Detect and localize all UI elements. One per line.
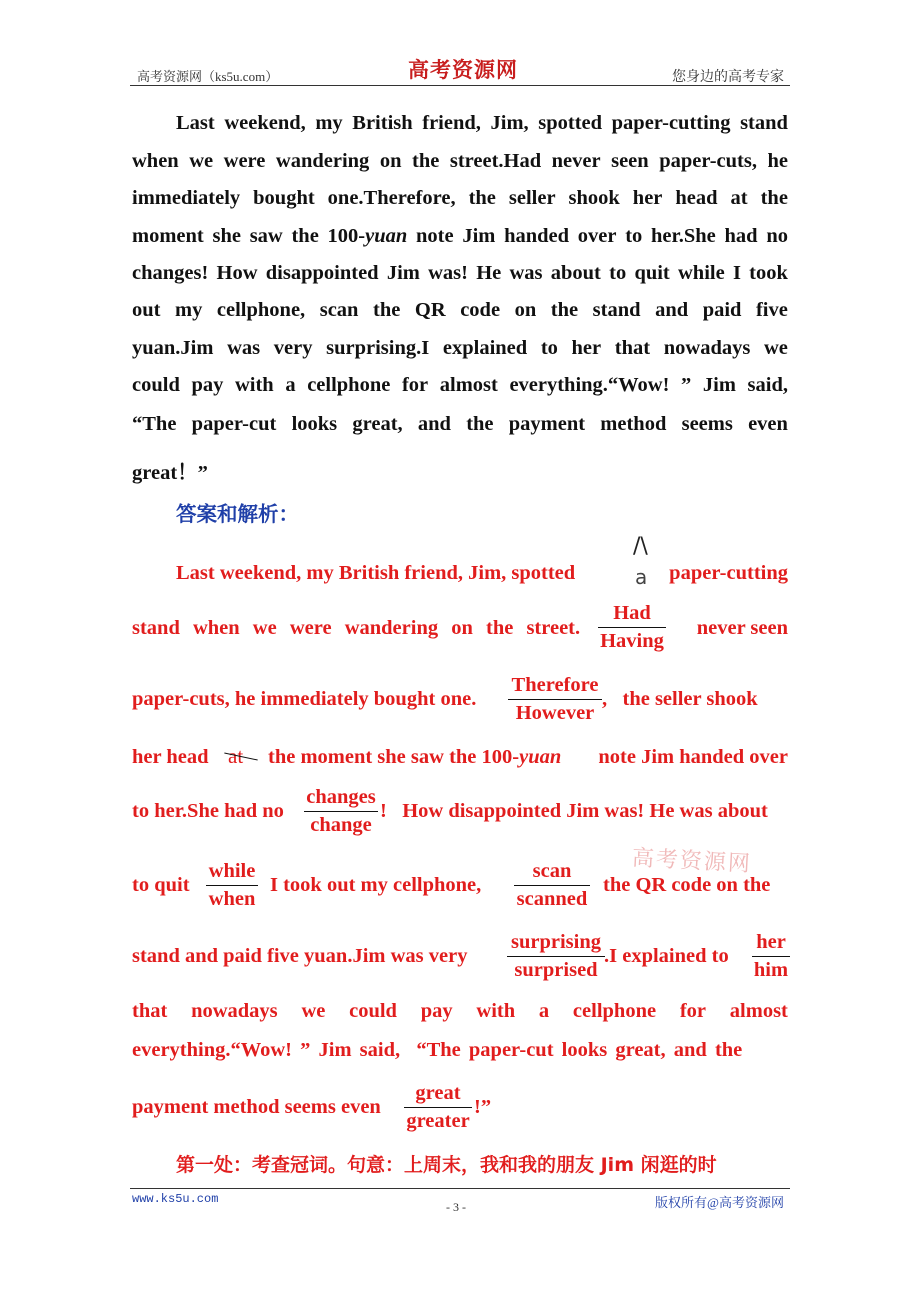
answer-word: we (301, 1000, 326, 1022)
answer-line-7: stand and paid five yuan.Jim was very (132, 945, 468, 967)
right-word: him (753, 959, 789, 981)
answer-line-6-mid: I took out my cellphone, (270, 874, 482, 896)
passage-line (132, 413, 788, 436)
passage-word: almost (439, 374, 498, 396)
answer-word: a (538, 1000, 550, 1022)
passage-line (132, 455, 788, 485)
passage-word: cellphone (307, 374, 391, 396)
answer-line-6: to quit (132, 874, 190, 896)
passage-word: QR (414, 299, 446, 321)
page-number: - 3 - (446, 1200, 466, 1214)
wrong-word: Had (613, 602, 651, 624)
passage-word: the (466, 413, 494, 435)
passage-word: took (749, 262, 788, 284)
answer-line-9: everything.“Wow! ” Jim said, “The paper-cut looks great, and the (132, 1039, 743, 1061)
correction-great-greater (404, 1082, 472, 1133)
passage-word: surprising.I (326, 337, 430, 359)
correction-her-him (752, 931, 790, 982)
correction-changes-change (304, 786, 378, 837)
correction-rule (514, 885, 590, 886)
passage-word: and (417, 413, 451, 435)
wrong-word: surprising (511, 931, 601, 953)
passage-word: note (416, 225, 454, 247)
footer-copyright: 版权所有@高考资源网 (655, 1195, 784, 1210)
wrong-word: while (208, 860, 256, 882)
passage-word: her (571, 337, 602, 359)
right-word: However (515, 702, 595, 724)
passage-word: paper-cutting (611, 112, 731, 134)
passage-word: could (132, 374, 180, 396)
passage-word: said, (747, 374, 788, 396)
passage-word: paper-cuts, (659, 150, 757, 172)
passage-word: while (678, 262, 725, 284)
passage-word: cellphone, (216, 299, 306, 321)
right-word: scanned (516, 888, 588, 910)
passage-word: was (227, 337, 261, 359)
passage-word: “The (132, 413, 177, 435)
passage-word: handed (504, 225, 570, 247)
passage-word: we (763, 337, 788, 359)
answer-line-1: Last weekend, my British friend, Jim, spotted (176, 562, 576, 584)
passage-word: bought (253, 187, 315, 209)
passage-word: spotted (538, 112, 603, 134)
passage-word: the (412, 150, 440, 172)
passage-word: when (132, 150, 179, 172)
passage-word: stand (740, 112, 788, 134)
passage-word: at (730, 187, 748, 209)
passage-word: no (766, 225, 788, 247)
passage-line (132, 374, 788, 397)
passage-word: changes! (132, 262, 209, 284)
passage-word: yuan.Jim (132, 337, 214, 359)
passage-word: and (655, 299, 689, 321)
answer-word: for (679, 1000, 707, 1022)
header-divider (130, 85, 790, 86)
passage-line (132, 337, 788, 360)
footer-divider (130, 1188, 790, 1189)
passage-word: friend, (422, 112, 481, 134)
answer-word: could (349, 1000, 397, 1022)
passage-word: even (748, 413, 788, 435)
passage-word: ” (681, 374, 692, 396)
passage-word: seen (611, 150, 649, 172)
passage-word: 100-yuan (327, 225, 408, 247)
answer-line-8 (132, 1000, 788, 1023)
correction-scan-scanned (514, 860, 590, 911)
passage-word: very (273, 337, 313, 359)
passage-word: He (476, 262, 502, 284)
answer-line-2-tail: never seen (696, 617, 788, 639)
inserted-article: a (635, 565, 648, 589)
passage-word: she (212, 225, 241, 247)
correction-rule (304, 811, 378, 812)
passage-word: my (315, 112, 343, 134)
passage-line (176, 112, 788, 135)
header-site-name: 高考资源网（ks5u.com） (137, 69, 279, 84)
passage-word: paid (702, 299, 742, 321)
passage-line (132, 187, 788, 210)
right-word: greater (406, 1110, 470, 1132)
passage-word: British (352, 112, 413, 134)
answer-line-10: payment method seems even (132, 1096, 381, 1118)
answer-line-3: paper-cuts, he immediately bought one. (132, 688, 477, 710)
answer-line-6-tail: the QR code on the (603, 874, 771, 896)
passage-word: saw (249, 225, 283, 247)
passage-word: over (577, 225, 617, 247)
passage-word: was (509, 262, 543, 284)
answer-line-2: stand when we were wandering on the street. (132, 617, 581, 639)
passage-word: head (675, 187, 718, 209)
passage-word: weekend, (224, 112, 306, 134)
right-word: surprised (514, 959, 598, 981)
header-slogan: 您身边的高考专家 (672, 70, 784, 85)
right-word: when (208, 888, 256, 910)
correction-surprising-surprised (507, 931, 605, 982)
passage-word: Jim, (490, 112, 529, 134)
passage-word: street.Had (449, 150, 542, 172)
passage-line (132, 299, 788, 322)
passage-word: her.She (651, 225, 716, 247)
passage-word: the (468, 187, 496, 209)
passage-word: method (600, 413, 667, 435)
passage-word: code (460, 299, 501, 321)
insertion-caret: /\ (633, 534, 648, 559)
correction-rule (508, 699, 602, 700)
passage-line (132, 262, 788, 285)
answer-word: with (476, 1000, 516, 1022)
answer-line-4: her head (132, 746, 209, 768)
passage-word: with (234, 374, 274, 396)
passage-word: shook (568, 187, 620, 209)
wrong-word: her (756, 931, 786, 953)
right-word: change (310, 814, 372, 836)
passage-word: great, (352, 413, 403, 435)
correction-rule (404, 1107, 472, 1108)
answer-line-10-tail: !” (474, 1096, 492, 1118)
answer-heading: 答案和解析： (176, 504, 299, 526)
passage-word: that (614, 337, 651, 359)
correction-while-when (206, 860, 258, 911)
wrong-word: changes (306, 786, 376, 808)
passage-word: Jim (386, 262, 420, 284)
passage-word: scan (319, 299, 359, 321)
passage-word: the (550, 299, 579, 321)
passage-word: on (379, 150, 402, 172)
answer-word: pay (420, 1000, 453, 1022)
correction-had-having (598, 602, 666, 653)
passage-word: was! (428, 262, 468, 284)
wrong-word: Therefore (511, 674, 599, 696)
answer-line-3-tail: , the seller shook (602, 688, 758, 710)
passage-word: to (540, 337, 558, 359)
passage-word: for (401, 374, 429, 396)
passage-word: to (609, 262, 627, 284)
passage-word: disappointed (265, 262, 379, 284)
passage-word: explained (442, 337, 528, 359)
answer-line-5-tail: ! How disappointed Jim was! He was about (380, 800, 768, 822)
passage-word: out (132, 299, 161, 321)
passage-word: were (223, 150, 266, 172)
passage-word: pay (191, 374, 224, 396)
passage-word: the (373, 299, 401, 321)
answer-word: cellphone (572, 1000, 657, 1022)
correction-therefore-however (508, 674, 602, 725)
deleted-word: at (228, 744, 244, 768)
passage-word: stand (592, 299, 641, 321)
right-word: Having (600, 630, 664, 652)
passage-word: about (550, 262, 601, 284)
passage-word: paper-cut (191, 413, 277, 435)
wrong-word: great (415, 1082, 461, 1104)
passage-word: five (755, 299, 788, 321)
passage-word: nowadays (663, 337, 751, 359)
passage-word: immediately (132, 187, 241, 209)
passage-word: everything.“Wow! (509, 374, 670, 396)
passage-word: payment (508, 413, 586, 435)
passage-word: looks (291, 413, 338, 435)
answer-line-7-mid: .I explained to (604, 945, 729, 967)
passage-word: moment (132, 225, 204, 247)
passage-word: he (767, 150, 788, 172)
passage-word: How (216, 262, 258, 284)
passage-word: one.Therefore, (327, 187, 456, 209)
passage-word: a (285, 374, 296, 396)
passage-word: quit (634, 262, 670, 284)
passage-word: to (625, 225, 643, 247)
answer-word: almost (729, 1000, 788, 1022)
passage-word: the (291, 225, 319, 247)
passage-word: great！” (132, 462, 208, 484)
answer-word: that (132, 1000, 168, 1022)
correction-rule (752, 956, 790, 957)
footer-site-url[interactable]: www.ks5u.com (132, 1192, 219, 1206)
passage-word: Jim (462, 225, 496, 247)
header-logo: 高考资源网 (408, 57, 518, 82)
answer-line-5: to her.She had no (132, 800, 284, 822)
passage-word: we (189, 150, 214, 172)
passage-line (132, 225, 788, 248)
passage-word: her (632, 187, 663, 209)
correction-rule (507, 956, 605, 957)
answer-word: nowadays (191, 1000, 278, 1022)
watermark: 高考资源网 (631, 845, 753, 878)
passage-word: wandering (275, 150, 370, 172)
passage-word: my (175, 299, 203, 321)
passage-word: Last (176, 112, 215, 134)
correction-rule (598, 627, 666, 628)
passage-word: the (760, 187, 788, 209)
passage-word: on (514, 299, 537, 321)
passage-word: seller (508, 187, 556, 209)
passage-word: had (724, 225, 758, 247)
passage-word: I (732, 262, 741, 284)
wrong-word: scan (532, 860, 572, 882)
answer-line-1-tail: paper-cutting (669, 562, 788, 584)
explanation-line: 第一处：考查冠词。句意：上周末，我和我的朋友 Jim 闲逛的时 (176, 1154, 717, 1176)
passage-word: Jim (702, 374, 736, 396)
passage-word: seems (681, 413, 733, 435)
passage-line (132, 150, 788, 173)
answer-line-4-rest: the moment she saw the 100-yuan note Jim handed over (268, 746, 788, 768)
passage-word: never (551, 150, 601, 172)
correction-rule (206, 885, 258, 886)
